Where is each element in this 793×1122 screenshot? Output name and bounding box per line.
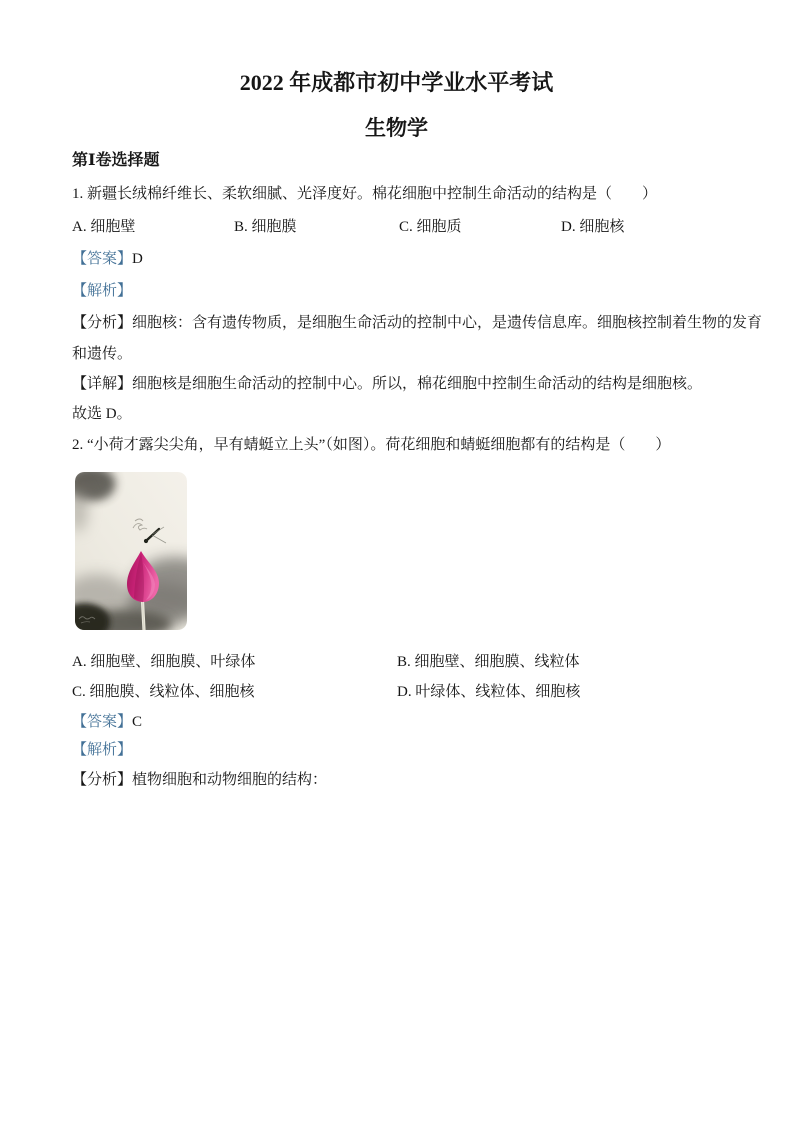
question-2-options-row-1 xyxy=(72,652,735,672)
answer-value: D xyxy=(132,251,143,267)
question-2-figure xyxy=(75,472,187,630)
question-1-option-a: A. 细胞壁 xyxy=(72,219,136,235)
answer-marker: 【答案】 xyxy=(72,714,133,730)
question-1-stem: 1. 新疆长绒棉纤维长、柔软细腻、光泽度好。棉花细胞中控制生命活动的结构是（ ） xyxy=(72,186,658,202)
question-2-option-c: C. 细胞膜、线粒体、细胞核 xyxy=(72,684,255,700)
question-1-options-row xyxy=(72,217,735,237)
question-2-analysis-marker-line xyxy=(72,740,735,760)
question-2-stem: 2. “小荷才露尖尖角，早有蜻蜓立上头”（如图）。荷花细胞和蜻蜓细胞都有的结构是（ ） xyxy=(72,437,671,453)
question-1-detail-line: 【详解】细胞核是细胞生命活动的控制中心。所以，棉花细胞中控制生命活动的结构是细胞核。 xyxy=(72,376,703,392)
analysis-marker: 【解析】 xyxy=(72,283,133,299)
page-subtitle: 生物学 xyxy=(365,116,428,140)
question-1-conclusion: 故选 D。 xyxy=(72,406,132,422)
question-1-option-d: D. 细胞核 xyxy=(561,219,625,235)
question-2-options-row-2 xyxy=(72,682,735,702)
section-heading: 第Ⅰ卷选择题 xyxy=(72,152,160,169)
page-title: 2022 年成都市初中学业水平考试 xyxy=(239,70,554,95)
question-1-answer-line xyxy=(72,249,735,269)
question-2-answer-line xyxy=(72,712,735,732)
question-1-analysis-marker-line xyxy=(72,281,735,301)
lotus-dragonfly-illustration xyxy=(75,472,187,630)
question-1-option-c: C. 细胞质 xyxy=(399,219,462,235)
question-1-option-b: B. 细胞膜 xyxy=(234,219,297,235)
question-2-option-a: A. 细胞壁、细胞膜、叶绿体 xyxy=(72,654,256,670)
answer-marker: 【答案】 xyxy=(72,251,133,267)
question-2-option-b: B. 细胞壁、细胞膜、线粒体 xyxy=(397,654,580,670)
question-1-analysis-line-2: 和遗传。 xyxy=(72,346,133,362)
answer-value: C xyxy=(132,714,143,730)
question-2-analysis-line-1: 【分析】植物细胞和动物细胞的结构： xyxy=(72,772,328,788)
analysis-marker: 【解析】 xyxy=(72,742,133,758)
question-2-option-d: D. 叶绿体、线粒体、细胞核 xyxy=(397,684,581,700)
question-1-analysis-line-1: 【分析】细胞核：含有遗传物质，是细胞生命活动的控制中心，是遗传信息库。细胞核控制着生物的发育 xyxy=(72,315,763,331)
